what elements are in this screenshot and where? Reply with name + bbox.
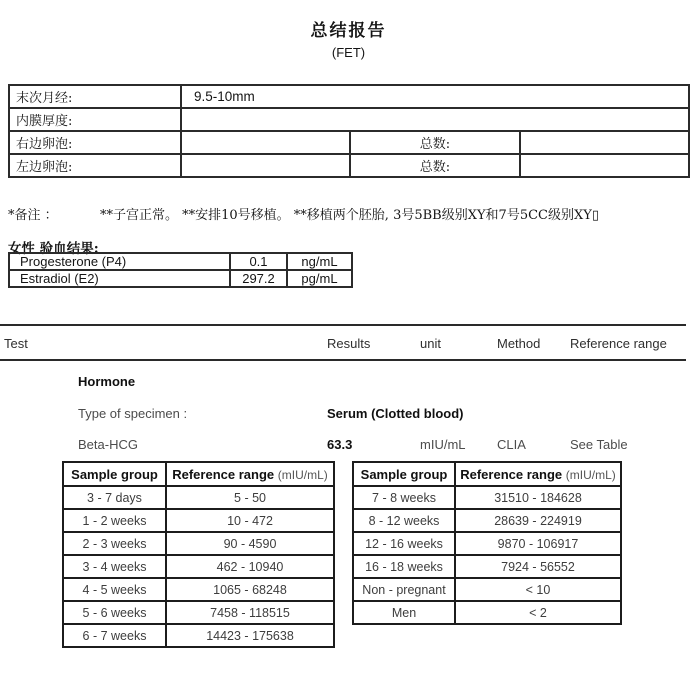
- summary-table: [8, 84, 690, 178]
- blood-test-unit: ng/mL: [287, 253, 352, 270]
- sample-group-cell: 3 - 4 weeks: [63, 555, 166, 578]
- table-row: [353, 486, 621, 509]
- table-row: [353, 532, 621, 555]
- row-label-left-total: 总数:: [350, 154, 519, 177]
- range-cell: < 10: [455, 578, 621, 601]
- range-cell: 5 - 50: [166, 486, 334, 509]
- specimen-type-label: Type of specimen :: [78, 406, 188, 421]
- row-label-right-total: 总数:: [350, 131, 519, 154]
- sample-group-cell: 5 - 6 weeks: [63, 601, 166, 624]
- remark-line: [8, 204, 693, 223]
- sample-group-cell: 6 - 7 weeks: [63, 624, 166, 647]
- table-row: [63, 578, 334, 601]
- header-range-text: Reference range: [460, 466, 563, 482]
- range-cell: 90 - 4590: [166, 532, 334, 555]
- divider-line-bottom: [0, 359, 686, 361]
- remark-text: **子宫正常。 **安排10号移植。 **移植两个胚胎, 3号5BB级别XY和7号5CC级别XY▯: [100, 208, 599, 223]
- page-subtitle: (FET): [331, 45, 366, 60]
- sample-group-cell: 7 - 8 weeks: [353, 486, 455, 509]
- table-header-row: [353, 462, 621, 486]
- table-row: [353, 555, 621, 578]
- column-header-test: Test: [4, 336, 28, 351]
- blood-test-value: 297.2: [230, 270, 287, 287]
- sample-group-cell: 1 - 2 weeks: [63, 509, 166, 532]
- range-cell: 7458 - 118515: [166, 601, 334, 624]
- row-value-right-follicles: [181, 131, 350, 154]
- column-header-unit: unit: [420, 336, 441, 351]
- blood-test-unit: pg/mL: [287, 270, 352, 287]
- hcg-reference-table-late: [352, 461, 622, 625]
- row-label-left-follicles: 左边卵泡:: [9, 154, 181, 177]
- sample-group-cell: 16 - 18 weeks: [353, 555, 455, 578]
- table-row: [63, 486, 334, 509]
- blood-test-value: 0.1: [230, 253, 287, 270]
- test-name-beta-hcg: Beta-HCG: [78, 437, 138, 452]
- table-row: [63, 532, 334, 555]
- row-label-right-follicles: 右边卵泡:: [9, 131, 181, 154]
- table-row: [9, 85, 689, 108]
- table-row: [353, 578, 621, 601]
- range-cell: 31510 - 184628: [455, 486, 621, 509]
- row-value-endometrium: [181, 108, 689, 131]
- sample-group-cell: 12 - 16 weeks: [353, 532, 455, 555]
- table-row: [63, 624, 334, 647]
- table-row: [9, 108, 689, 131]
- row-value-last-period: 9.5-10mm: [181, 85, 689, 108]
- table-row: [353, 601, 621, 624]
- table-row: [9, 154, 689, 177]
- test-reference: See Table: [570, 437, 628, 452]
- row-label-last-period: 末次月经:: [9, 85, 181, 108]
- test-result-value: 63.3: [327, 437, 353, 452]
- header-range-text: Reference range: [172, 466, 275, 482]
- range-cell: 14423 - 175638: [166, 624, 334, 647]
- header-reference-range: [166, 462, 334, 486]
- range-cell: 9870 - 106917: [455, 532, 621, 555]
- table-row: [353, 509, 621, 532]
- header-reference-range: [455, 462, 621, 486]
- sample-group-cell: Men: [353, 601, 455, 624]
- test-group-hormone: Hormone: [78, 374, 136, 389]
- test-method: CLIA: [497, 437, 526, 452]
- divider-line-top: [0, 324, 686, 326]
- blood-test-name: Progesterone (P4): [9, 253, 230, 270]
- header-range-unit: (mIU/mL): [565, 467, 616, 482]
- range-cell: 10 - 472: [166, 509, 334, 532]
- header-range-unit: (mIU/mL): [277, 467, 328, 482]
- row-value-right-total: [520, 131, 689, 154]
- sample-group-cell: Non - pregnant: [353, 578, 455, 601]
- remark-label: *备注 ：: [8, 208, 58, 223]
- row-value-left-follicles: [181, 154, 350, 177]
- range-cell: 1065 - 68248: [166, 578, 334, 601]
- row-label-endometrium: 内膜厚度:: [9, 108, 181, 131]
- blood-results-table: [8, 252, 353, 288]
- range-cell: 462 - 10940: [166, 555, 334, 578]
- hcg-reference-table-early: [62, 461, 335, 648]
- range-cell: < 2: [455, 601, 621, 624]
- page-title: 总结报告: [310, 21, 387, 41]
- table-row: [63, 601, 334, 624]
- blood-test-name: Estradiol (E2): [9, 270, 230, 287]
- table-header-row: [63, 462, 334, 486]
- sample-group-cell: 8 - 12 weeks: [353, 509, 455, 532]
- table-row: [9, 270, 352, 287]
- test-unit: mIU/mL: [420, 437, 466, 452]
- sample-group-cell: 4 - 5 weeks: [63, 578, 166, 601]
- row-value-left-total: [520, 154, 689, 177]
- table-row: [63, 509, 334, 532]
- column-header-method: Method: [497, 336, 541, 351]
- sample-group-cell: 2 - 3 weeks: [63, 532, 166, 555]
- range-cell: 7924 - 56552: [455, 555, 621, 578]
- range-cell: 28639 - 224919: [455, 509, 621, 532]
- blood-results-heading: 女性 验血结果:: [8, 241, 99, 257]
- table-row: [9, 131, 689, 154]
- table-row: [9, 253, 352, 270]
- header-sample-group: Sample group: [353, 462, 455, 486]
- header-sample-group: Sample group: [63, 462, 166, 486]
- specimen-type-value: Serum (Clotted blood): [327, 406, 464, 421]
- column-header-reference-range: Reference range: [570, 336, 667, 351]
- column-header-results: Results: [327, 336, 371, 351]
- sample-group-cell: 3 - 7 days: [63, 486, 166, 509]
- table-row: [63, 555, 334, 578]
